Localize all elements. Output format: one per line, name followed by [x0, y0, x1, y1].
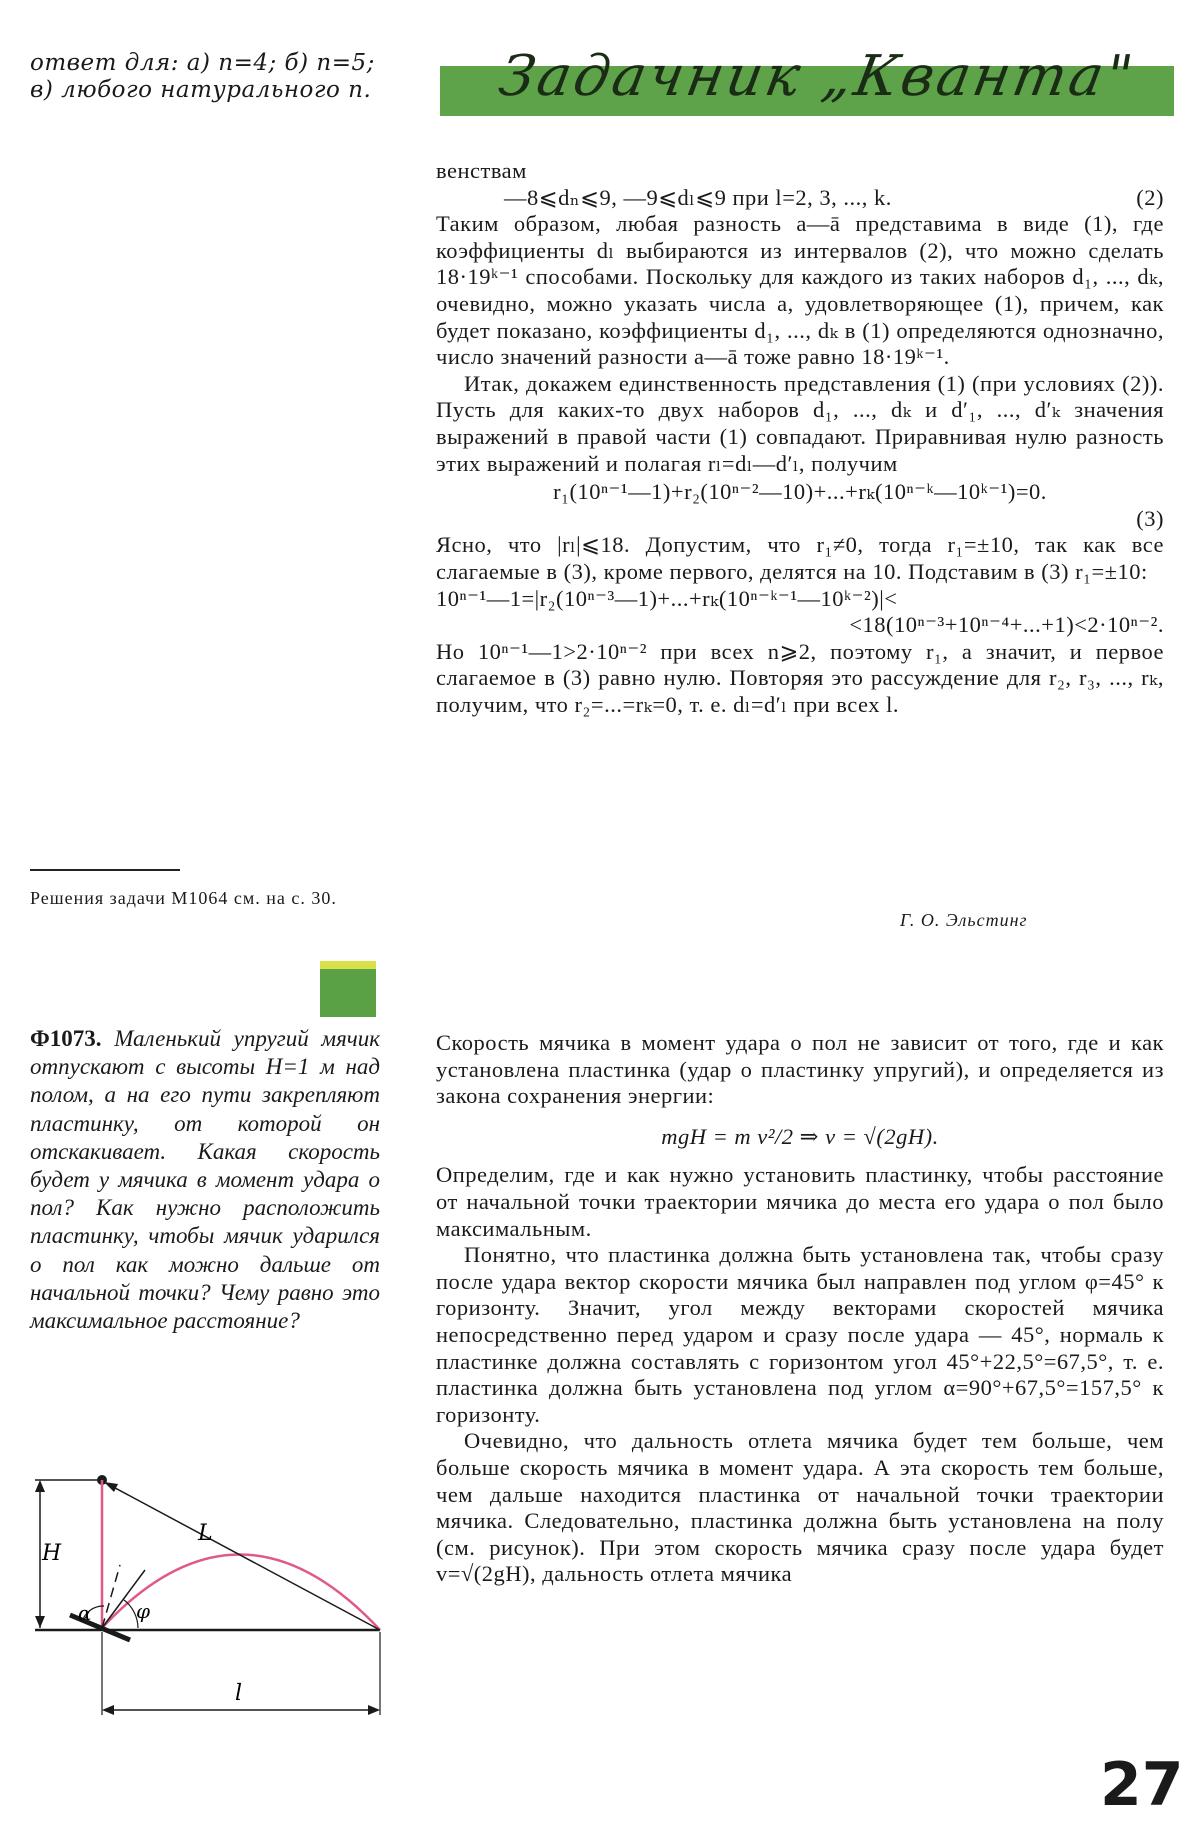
sol-f1073-p4: Очевидно, что дальность отлета мячика будет тем больше, чем больше скорость мячика в момент удара. А эта скорость тем больше, чем дальше находится пластинка от начальной точки траектории мячика. Следовательно, пластинка должна быть установлена на полу (см. рисунок). При этом скорость мячика сразу после удара будет v=√(2gH), дальность отлета мячика: [436, 1428, 1164, 1587]
label-phi: φ: [136, 1599, 151, 1623]
equation-4b: <18(10ⁿ⁻³+10ⁿ⁻⁴+...+1)<2·10ⁿ⁻².: [849, 612, 1164, 638]
footnote: Решения задачи М1064 см. на с. 30.: [30, 888, 337, 908]
section-title: Задачник „Кванта": [494, 44, 1141, 109]
label-l: l: [235, 1681, 243, 1706]
distance-L-arrow-head: [104, 1482, 118, 1492]
section-marker-accent: [320, 961, 376, 969]
equation-2: —8⩽dₙ⩽9, —9⩽dₗ⩽9 при l=2, 3, ..., k.: [504, 184, 892, 210]
footnote-rule: [30, 869, 180, 871]
equation-4a: 10ⁿ⁻¹—1=|r₂(10ⁿ⁻³—1)+...+rₖ(10ⁿ⁻ᵏ⁻¹—10ᵏ⁻²)|<: [436, 585, 898, 611]
sol-m1064-p5: Но 10ⁿ⁻¹—1>2·10ⁿ⁻² при всех n⩾2, поэтому r₁, а значит, и первое слагаемое в (3) равно нулю. Повторяя это рассуждение для r₂, r₃, ..., rₖ, получим, что r₂=...=rₖ=0, т. е. dₗ=d′ₗ при всех l.: [436, 638, 1164, 717]
sol-m1064-p3: Итак, докажем единственность представления (1) (при условиях (2)). Пусть для каких-то двух наборов d₁, ..., dₖ и d′₁, ..., d′ₖ значения выражений в правой части (1) совпадают. Приравнивая нулю разность этих выражений и полагая rₗ=dₗ—d′ₗ, получим: [436, 370, 1164, 476]
label-alpha: α: [78, 1601, 92, 1625]
label-L: L: [198, 1521, 213, 1546]
height-arrow-head-top: [35, 1480, 45, 1492]
sol-f1073-p1: Скорость мячика в момент удара о пол не зависит от того, где и как установлена пластинка (удар о пластинку упругий), и определяется из закона сохранения энергии:: [436, 1030, 1164, 1109]
l-arrow-head-left: [102, 1705, 114, 1715]
page-number: 27: [1100, 1750, 1184, 1820]
height-arrow-head-bottom: [35, 1616, 45, 1628]
equation-energy: mgH = m v²/2 ⇒ v = √(2gH).: [661, 1123, 939, 1149]
sol-m1064-p4: Ясно, что |rₗ|⩽18. Допустим, что r₁≠0, тогда r₁=±10, так как все слагаемые в (3), кроме первого, делятся на 10. Подставим в (3) r₁=±10:: [436, 532, 1164, 584]
l-arrow-head-right: [368, 1705, 380, 1715]
answer-continuation: ответ для: а) n=4; б) n=5; в) любого натурального n.: [30, 50, 375, 103]
solution-f1073: [436, 1030, 1164, 1588]
section-marker: [320, 961, 376, 1017]
equation-2-row: [436, 185, 1164, 212]
solution-m1064: [436, 158, 1164, 718]
problem-statement: [30, 1025, 380, 1335]
sol-f1073-p2: Определим, где и как нужно установить пластинку, чтобы расстояние от начальной точки траектории мячика до места его удара о пол было максимальным.: [436, 1162, 1164, 1241]
problem-number: Ф1073.: [30, 1026, 102, 1051]
signature: Г. О. Эльстинг: [900, 910, 1028, 930]
equation-3-number: (3): [1136, 505, 1164, 531]
sol-m1064-p2: Таким образом, любая разность a—ā представима в виде (1), где коэффициенты dₗ выбираются из интервалов (2), что можно сделать 18·19ᵏ⁻¹ способами. Поскольку для каждого из таких наборов d₁, ..., dₖ, очевидно, можно указать числа a, удовлетворяющее (1), причем, как будет показано, коэффициенты d₁, ..., dₖ в (1) определяются однозначно, число значений разности a—ā тоже равно 18·19ᵏ⁻¹.: [436, 211, 1164, 370]
equation-2-number: (2): [1136, 184, 1164, 210]
problem-text: Маленький упругий мячик отпускают с высоты H=1 м над полом, а на его пути закрепляют пластинку, от которой он отскакивает. Какая скорость будет у мячика в момент удара о пол? Как нужно расположить пластинку, чтобы мячик ударился о пол как можно дальше от начальной точки? Чему равно это максимальное расстояние?: [30, 1026, 380, 1334]
trajectory-figure: [20, 1460, 400, 1730]
label-H: H: [42, 1541, 62, 1566]
sol-m1064-p1: венствам: [436, 158, 527, 183]
equation-3: r₁(10ⁿ⁻¹—1)+r₂(10ⁿ⁻²—10)+...+rₖ(10ⁿ⁻ᵏ—10ᵏ⁻¹)=0.: [553, 479, 1047, 505]
sol-f1073-p3: Понятно, что пластинка должна быть установлена так, чтобы сразу после удара вектор скорости мячика был направлен под углом φ=45° к горизонту. Значит, угол между векторами скоростей мячика непосредственно перед ударом и сразу после удара — 45°, нормаль к пластинке должна составлять с горизонтом угол 45°+22,5°=67,5°, т. е. пластинка должна быть установлена под углом α=90°+67,5°=157,5° к горизонту.: [436, 1242, 1164, 1427]
